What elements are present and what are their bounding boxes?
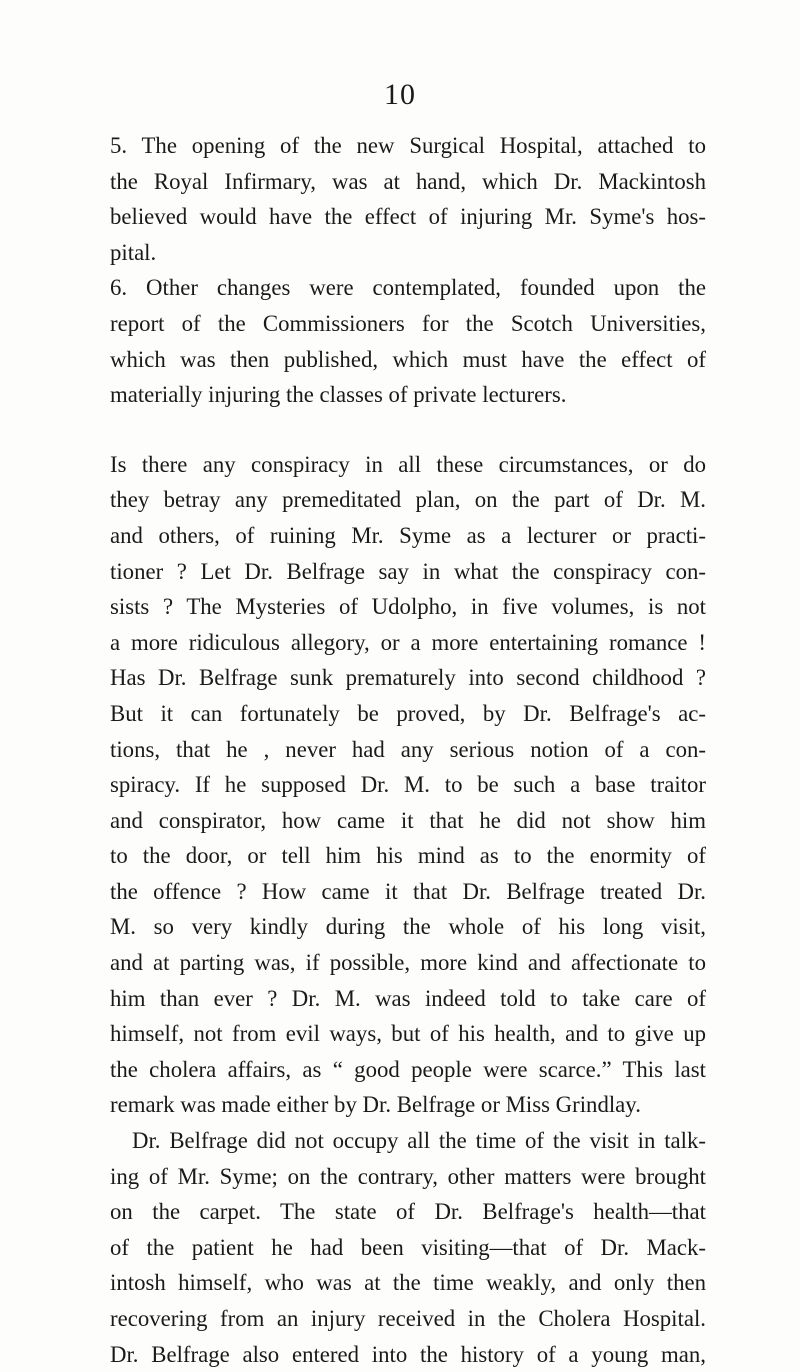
text-line: 6. Other changes were contemplated, founded upon the <box>110 275 706 301</box>
text-line: Dr. Belfrage also entered into the history of a young man, <box>110 1341 706 1367</box>
text-line: pital. <box>110 239 157 265</box>
text-line: spiracy. If he supposed Dr. M. to be such a base traitor <box>110 772 706 798</box>
text-line: tions, that he , never had any serious notion of a con- <box>110 736 706 762</box>
page-number: 10 <box>384 78 416 111</box>
text-line: sists ? The Mysteries of Udolpho, in five volumes, is not <box>110 594 706 620</box>
text-line: remark was made either by Dr. Belfrage or Miss Grindlay. <box>110 1092 641 1118</box>
text-line: Has Dr. Belfrage sunk prematurely into second childhood ? <box>110 665 706 691</box>
paragraph-conspiracy <box>110 447 706 1123</box>
text-line: and others, of ruining Mr. Syme as a lecturer or practi- <box>110 522 706 548</box>
text-line: recovering from an injury received in the Cholera Hospital. <box>110 1306 706 1331</box>
text-line: 5. The opening of the new Surgical Hospital, attached to <box>110 133 706 158</box>
text-line: materially injuring the classes of private lecturers. <box>110 382 567 408</box>
text-line: and at parting was, if possible, more kind and affectionate to <box>110 950 706 976</box>
text-line: M. so very kindly during the whole of his long visit, <box>110 914 706 940</box>
text-line: But it can fortunately be proved, by Dr. Belfrage's ac- <box>110 700 706 726</box>
text-line: and conspirator, how came it that he did not show him <box>110 807 706 833</box>
text-line: report of the Commissioners for the Scotch Universities, <box>110 310 706 336</box>
paragraph-item-5 <box>110 128 706 270</box>
text-line: Dr. Belfrage did not occupy all the time of the visit in talk- <box>132 1128 706 1154</box>
text-line: the offence ? How came it that Dr. Belfrage treated Dr. <box>110 878 706 904</box>
text-line: a more ridiculous allegory, or a more entertaining romance ! <box>110 629 706 655</box>
text-line: intosh himself, who was at the time weakly, and only then <box>110 1270 706 1296</box>
text-line: believed would have the effect of injuring Mr. Syme's hos- <box>110 204 706 230</box>
body-text <box>110 128 706 1372</box>
text-line: of the patient he had been visiting—that of Dr. Mack- <box>110 1234 706 1260</box>
text-line: on the carpet. The state of Dr. Belfrage's health—that <box>110 1199 706 1225</box>
text-line: the Royal Infirmary, was at hand, which Dr. Mackintosh <box>110 168 706 194</box>
text-line: Is there any conspiracy in all these circumstances, or do <box>110 451 706 477</box>
text-line: to the door, or tell him his mind as to the enormity of <box>110 843 706 869</box>
text-line: ing of Mr. Syme; on the contrary, other matters were brought <box>110 1163 706 1189</box>
text-line: which was then published, which must have the effect of <box>110 346 706 372</box>
text-line: the cholera affairs, as “ good people were scarce.” This last <box>110 1056 706 1082</box>
text-line: they betray any premeditated plan, on the part of Dr. M. <box>110 487 706 513</box>
paragraph-item-6 <box>110 270 706 412</box>
paragraph-gap <box>110 413 706 447</box>
text-line: himself, not from evil ways, but of his health, and to give up <box>110 1021 706 1047</box>
text-line: tioner ? Let Dr. Belfrage say in what the conspiracy con- <box>110 558 706 584</box>
text-line: him than ever ? Dr. M. was indeed told to take care of <box>110 985 706 1011</box>
paragraph-visit <box>110 1123 706 1372</box>
